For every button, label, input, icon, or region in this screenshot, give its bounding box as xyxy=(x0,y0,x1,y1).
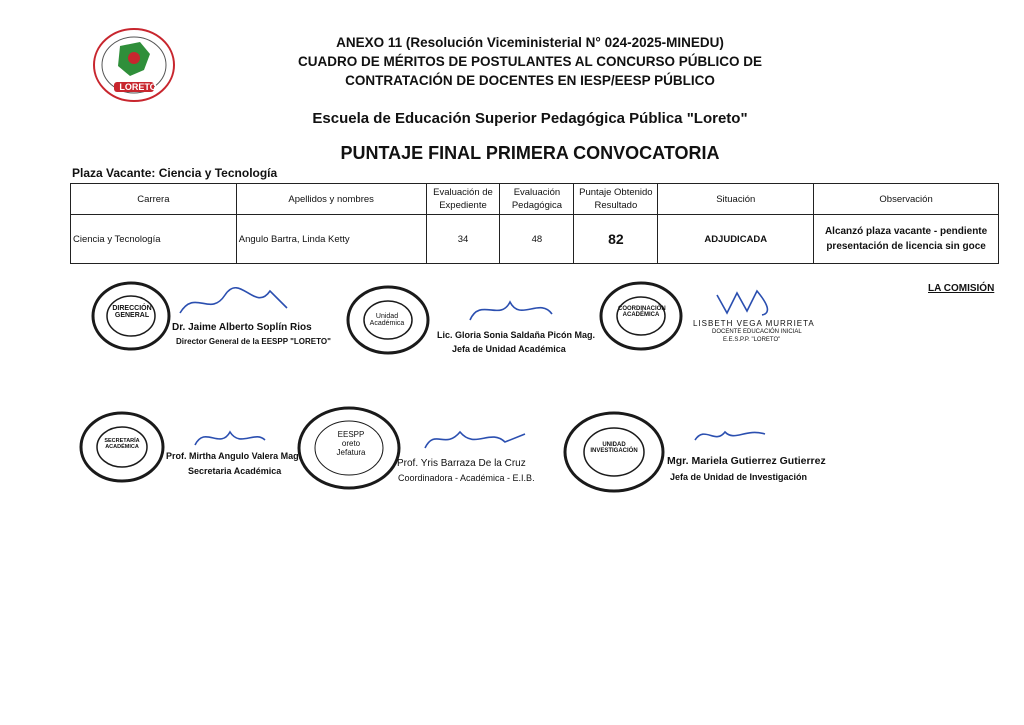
header-pedagogica: Evaluación Pedagógica xyxy=(500,184,574,215)
page-title: PUNTAJE FINAL PRIMERA CONVOCATORIA xyxy=(340,143,720,163)
observacion-line-2: presentación de licencia sin goce xyxy=(826,241,986,252)
signature-scribble-5 xyxy=(420,420,530,456)
logo-text: LORETO xyxy=(119,82,157,92)
cell-carrera: Ciencia y Tecnología xyxy=(71,215,237,264)
signature-name-6: Mgr. Mariela Gutierrez Gutierrez xyxy=(667,455,826,467)
cell-situacion: ADJUDICADA xyxy=(658,215,814,264)
stamp-text-5: EESPP oreto Jefatura xyxy=(336,430,366,457)
signature-name-5: Prof. Yris Barraza De la Cruz xyxy=(397,458,526,469)
cell-pedagogica: 48 xyxy=(500,215,574,264)
stamp-text-1: DIRECCIÓN GENERAL xyxy=(112,305,152,319)
header-observacion: Observación xyxy=(814,184,999,215)
header-line-3: CONTRATACIÓN DE DOCENTES EN IESP/EESP PÚBLICO xyxy=(345,73,715,88)
annex-title: ANEXO 11 (Resolución Viceministerial N° 024-2025-MINEDU) xyxy=(336,35,724,50)
stamp-text-3: COORDINACIÓN ACADÉMICA xyxy=(618,306,666,318)
signature-scribble-2 xyxy=(460,292,560,328)
signature-name-3: LISBETH VEGA MURRIETA xyxy=(693,319,815,328)
header-situacion: Situación xyxy=(658,184,814,215)
signature-role-1: Director General de la EESPP "LORETO" xyxy=(176,337,331,346)
signature-role-3: DOCENTE EDUCACIÓN INICIAL xyxy=(712,329,802,335)
signature-scribble-6 xyxy=(690,420,770,450)
header-carrera: Carrera xyxy=(71,184,237,215)
results-table xyxy=(70,183,999,264)
stamp-text-2: Unidad Académica xyxy=(369,313,405,327)
signature-name-2: Lic. Gloria Sonia Saldaña Picón Mag. xyxy=(437,330,596,340)
observacion-line-1: Alcanzó plaza vacante - pendiente xyxy=(824,226,988,237)
school-name: Escuela de Educación Superior Pedagógica Pública "Loreto" xyxy=(312,110,748,127)
table-row xyxy=(71,215,999,264)
header-line-2: CUADRO DE MÉRITOS DE POSTULANTES AL CONCURSO PÚBLICO DE xyxy=(297,54,763,69)
signature-scribble-3 xyxy=(712,283,782,319)
signature-name-4: Prof. Mirtha Angulo Valera Mag. xyxy=(166,451,302,461)
cell-observacion xyxy=(814,215,999,264)
table-header-row xyxy=(71,184,999,215)
signature-role-3b: E.E.S.P.P. "LORETO" xyxy=(723,337,781,343)
signature-role-4: Secretaria Académica xyxy=(188,466,282,476)
school-logo xyxy=(90,26,178,104)
signature-role-2: Jefa de Unidad Académica xyxy=(452,344,566,354)
signature-scribble-1 xyxy=(175,283,295,323)
comision-label: LA COMISIÓN xyxy=(928,283,995,294)
header-expediente: Evaluación de Expediente xyxy=(426,184,500,215)
cell-nombre: Angulo Bartra, Linda Ketty xyxy=(236,215,426,264)
signature-role-5: Coordinadora - Académica - E.I.B. xyxy=(398,473,535,483)
header-nombres: Apellidos y nombres xyxy=(236,184,426,215)
plaza-label: Plaza Vacante: Ciencia y Tecnología xyxy=(72,166,278,180)
signature-role-6: Jefa de Unidad de Investigación xyxy=(670,472,808,482)
header-puntaje: Puntaje Obtenido Resultado xyxy=(574,184,658,215)
signature-name-1: Dr. Jaime Alberto Soplín Rios xyxy=(172,322,312,333)
cell-puntaje: 82 xyxy=(574,215,658,264)
stamp-text-6: UNIDAD INVESTIGACIÓN xyxy=(590,442,638,454)
stamp-text-4: SECRETARÍA ACADÉMICA xyxy=(104,438,140,450)
cell-expediente: 34 xyxy=(426,215,500,264)
